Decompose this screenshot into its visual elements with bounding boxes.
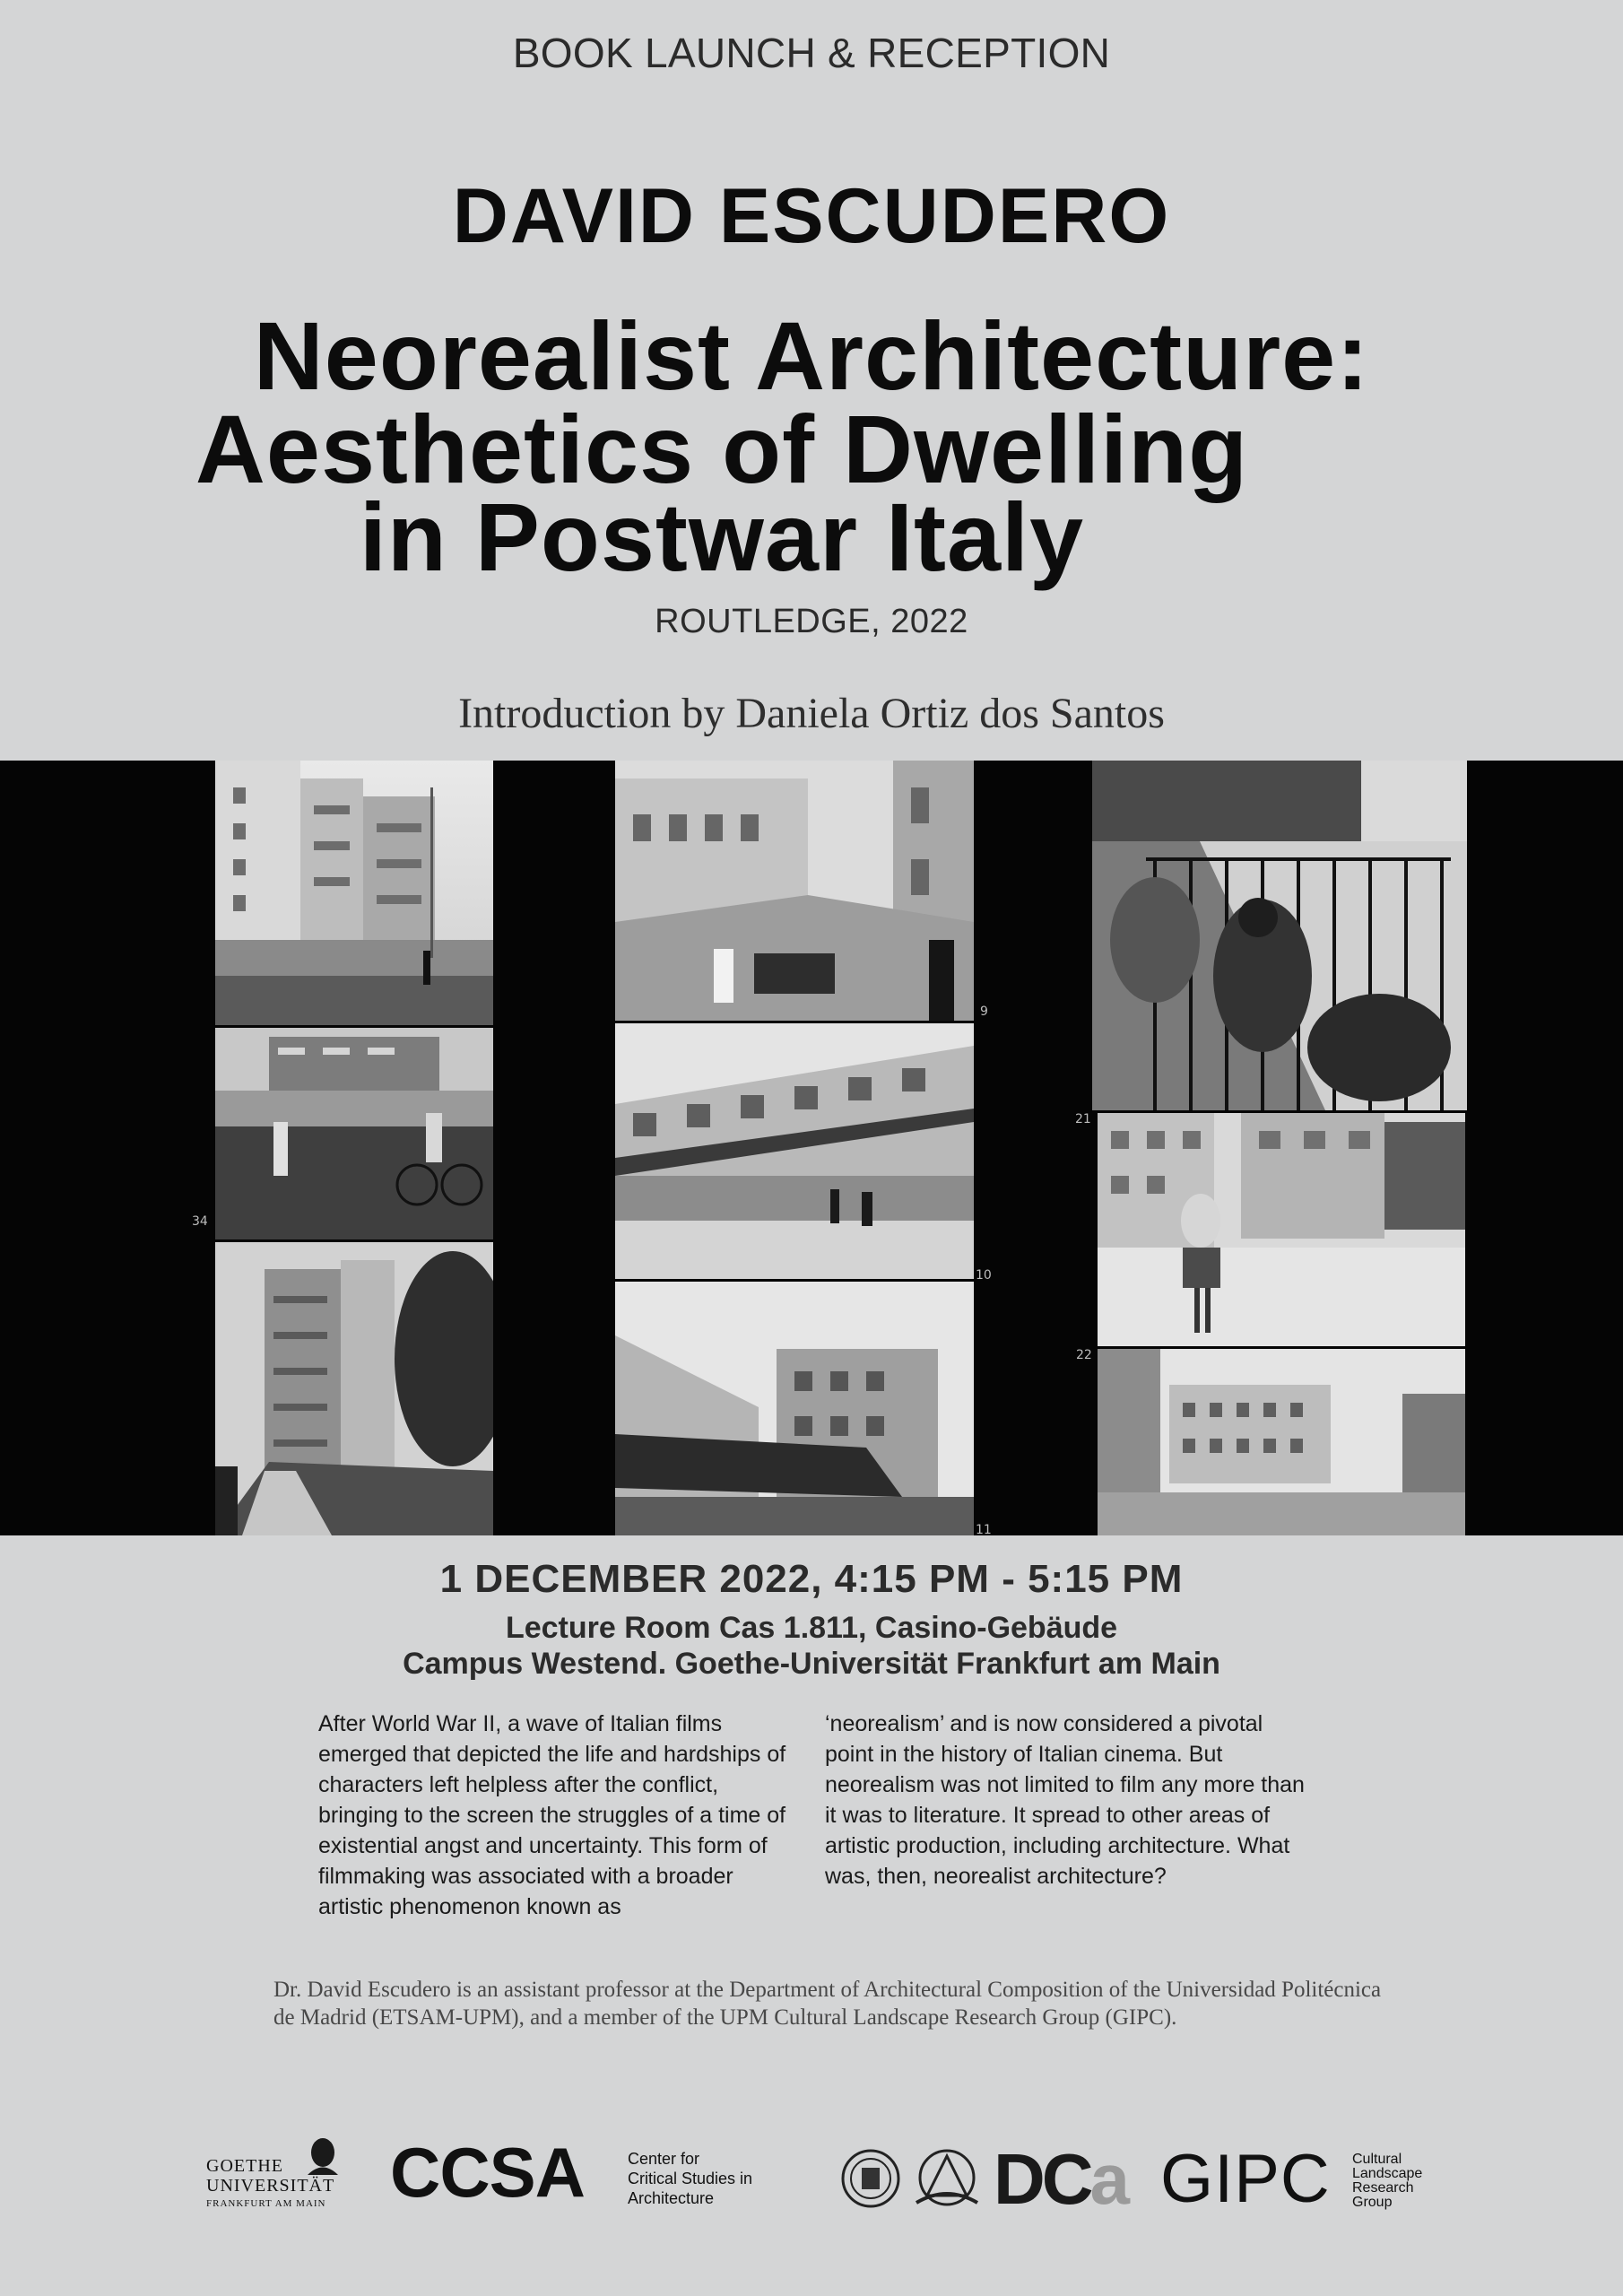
photo-apartment-blocks-square <box>1098 1349 1465 1535</box>
goethe-logo-line2: UNIVERSITÄT <box>206 2176 335 2196</box>
photo-children-railing-stairs <box>1092 761 1467 1110</box>
event-type-overline: BOOK LAUNCH & RECEPTION <box>512 30 1111 76</box>
frame-number-9: 9 <box>980 1004 988 1019</box>
book-title-line-3: in Postwar Italy <box>359 483 1085 591</box>
book-title-line-2: Aesthetics of Dwelling <box>195 395 1249 503</box>
frame-number-11: 11 <box>976 1523 992 1537</box>
gipc-caption-line4: Group <box>1352 2195 1393 2210</box>
author-bio: Dr. David Escudero is an assistant professor at the Department of Architectural Composition of the Universidad Politécnica de Madrid (ETSAM-UPM), and a member of the UPM Cultural Landscape Research Group (GIPC). <box>273 1978 1382 2030</box>
photo-apartment-blocks-street <box>215 761 493 1025</box>
film-strip-contact-sheet <box>0 761 1623 1535</box>
description-left-column: After World War II, a wave of Italian films emerged that depicted the life and hardships of characters left helpless after the conflict, bringing to the screen the struggles of a time of existential angst and uncertainty. This form of filmmaking was associated with a broader artistic phenomenon known as <box>318 1711 786 1919</box>
photo-housing-walkway-balconies <box>615 1023 974 1279</box>
publisher-line: ROUTLEDGE, 2022 <box>655 603 968 640</box>
frame-number-34: 34 <box>192 1214 208 1229</box>
gipc-wordmark: GIPC <box>1160 2141 1331 2217</box>
event-venue-line-2: Campus Westend. Goethe-Universität Frankfurt am Main <box>403 1647 1220 1681</box>
book-title-line-1: Neorealist Architecture: <box>253 301 1370 410</box>
author-name: DAVID ESCUDERO <box>452 173 1171 259</box>
event-date-time: 1 DECEMBER 2022, 4:15 PM - 5:15 PM <box>439 1557 1184 1601</box>
photo-cyclist-pedestrian <box>215 1028 493 1239</box>
etsam-seal-icon <box>911 2145 983 2212</box>
gipc-caption-line1: Cultural <box>1352 2152 1402 2167</box>
dca-logo <box>994 2139 1127 2219</box>
gipc-logo <box>1160 2141 1447 2217</box>
ccsa-logo <box>390 2133 794 2212</box>
photo-housing-courtyard-bridge <box>615 1282 974 1535</box>
ccsa-caption-line1: Center for <box>628 2150 700 2168</box>
introduction-credit: Introduction by Daniela Ortiz dos Santos <box>458 690 1165 737</box>
gipc-caption-line2: Landscape <box>1352 2166 1423 2181</box>
photo-tall-block-street-tree <box>215 1242 493 1535</box>
ccsa-caption-line2: Critical Studies in <box>628 2170 753 2187</box>
dca-logo-dc: DC <box>994 2139 1090 2219</box>
frame-number-21: 21 <box>1075 1112 1091 1126</box>
university-seal-icon <box>841 2148 900 2209</box>
goethe-university-logo <box>206 2135 354 2215</box>
ccsa-wordmark: CCSA <box>390 2133 586 2212</box>
ccsa-caption-line3: Architecture <box>628 2189 715 2207</box>
photo-terraced-housing-street <box>615 761 974 1021</box>
frame-number-22: 22 <box>1076 1348 1092 1362</box>
photo-girl-on-street <box>1098 1113 1465 1346</box>
goethe-logo-line3: FRANKFURT AM MAIN <box>206 2198 326 2209</box>
goethe-logo-line1: GOETHE <box>206 2156 283 2176</box>
description-right-column: ‘neorealism’ and is now considered a pivotal point in the history of Italian cinema. But neorealism was not limited to film any more than it was to literature. It spread to other areas of artistic production, including architecture. What was, then, neorealist architecture? <box>825 1711 1305 1889</box>
dca-logo-a: a <box>1089 2139 1127 2219</box>
gipc-caption-line3: Research <box>1352 2180 1414 2196</box>
frame-number-10: 10 <box>976 1268 992 1283</box>
goethe-portrait-icon <box>300 2135 345 2175</box>
event-venue-line-1: Lecture Room Cas 1.811, Casino-Gebäude <box>505 1611 1118 1645</box>
